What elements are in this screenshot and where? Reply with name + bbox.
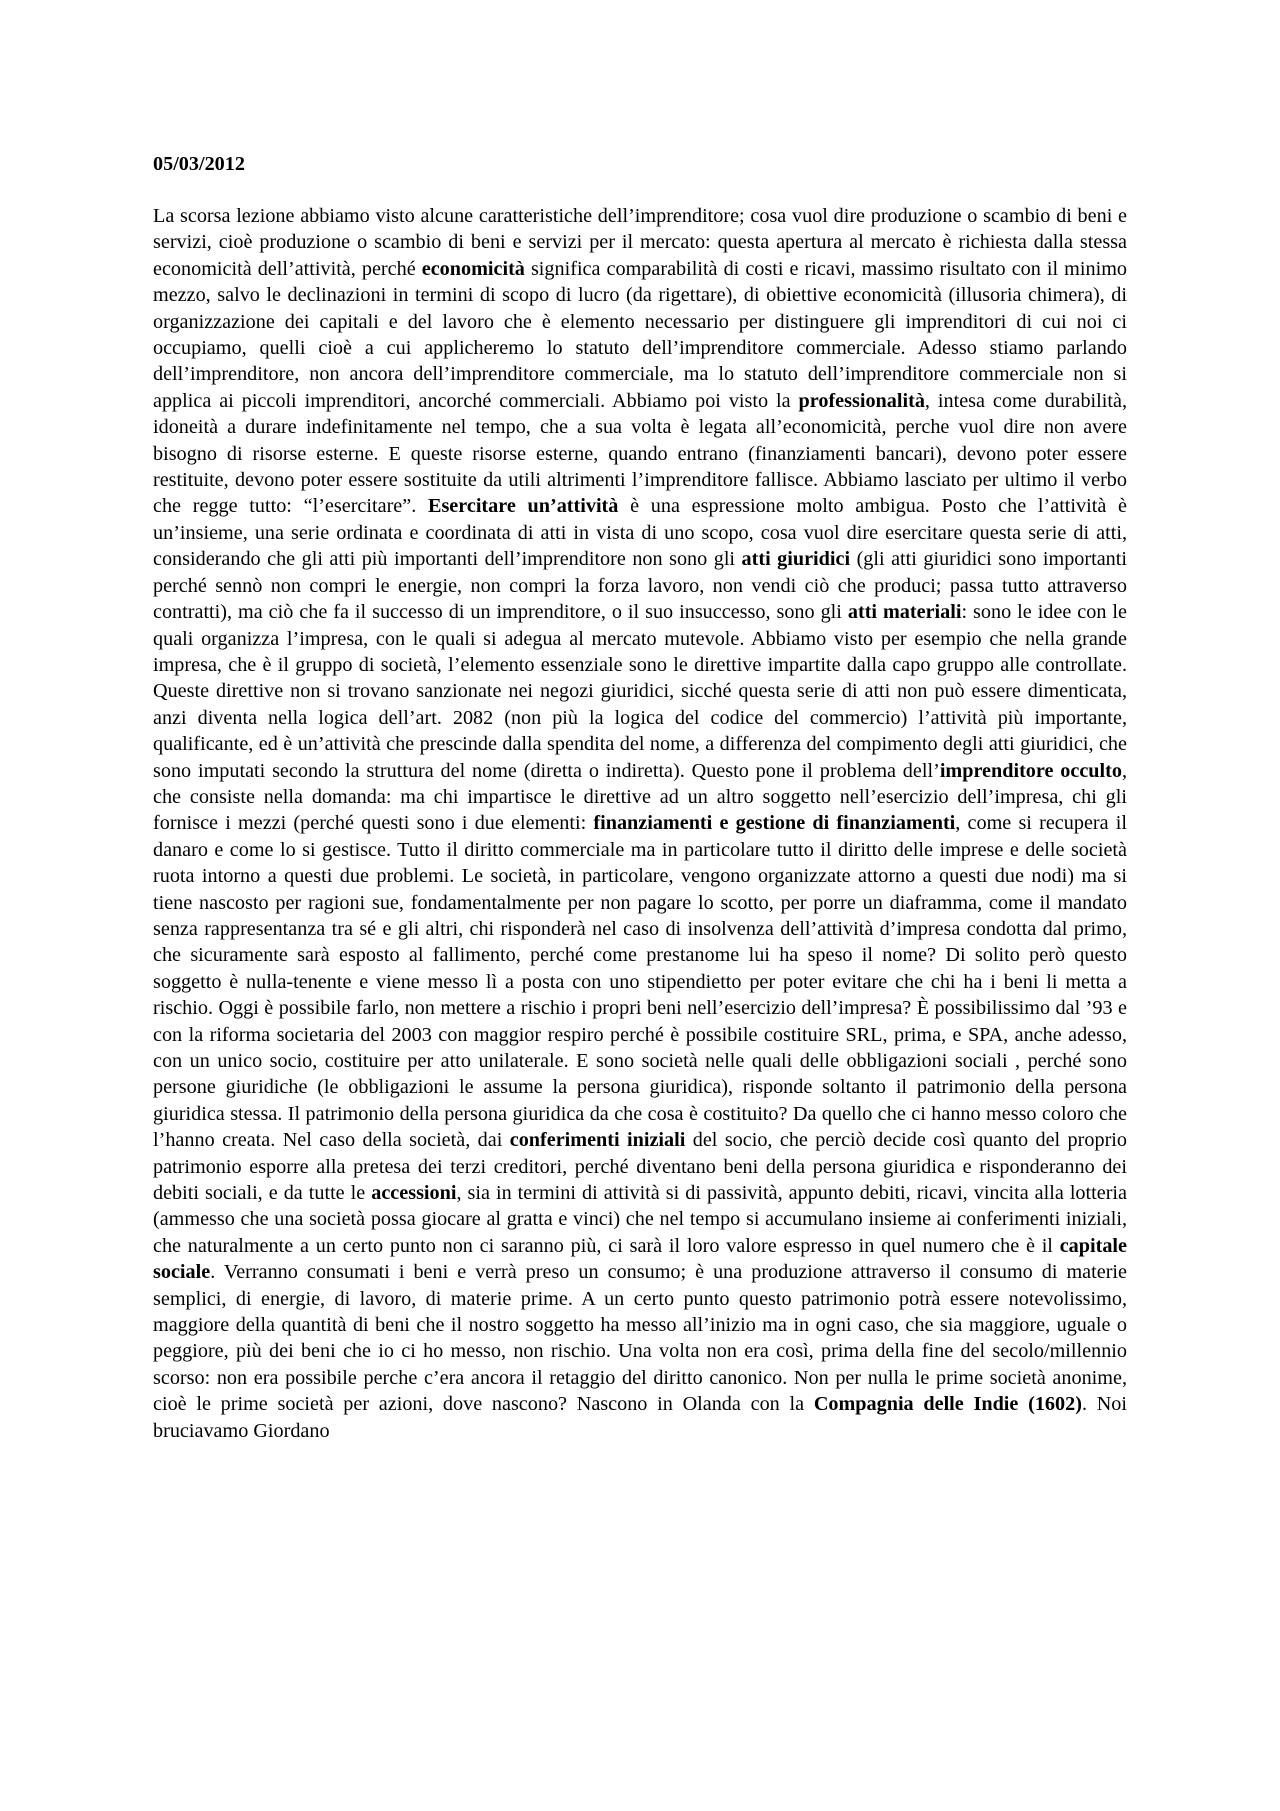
- bold-term-capitale-sociale: capitale sociale: [153, 1234, 1127, 1284]
- bold-term-atti-giuridici: atti giuridici: [741, 548, 851, 571]
- bold-term-professionalita: professionalità: [798, 389, 925, 412]
- document-date: 05/03/2012: [153, 153, 245, 175]
- bold-term-imprenditore-occulto: imprenditore occulto: [939, 759, 1122, 782]
- bold-term-atti-materiali: atti materiali: [847, 601, 962, 624]
- body-paragraph: [153, 203, 1127, 1444]
- bold-term-accessioni: accessioni: [371, 1182, 457, 1205]
- text-run: è una espressione molto ambigua. Posto che l’attività è un’insieme, una serie ordinata e coordinata di atti in vista di uno scopo, cosa vuol dire esercitare questa serie di atti, considerando che gli atti più importanti dell’imprenditore non sono gli: [153, 495, 1127, 571]
- text-run: , che consiste nella domanda: ma chi impartisce le direttive ad un altro soggetto nell’esercizio dell’impresa, chi gli fornisce i mezzi (perché questi sono i due elementi:: [153, 759, 1127, 835]
- document-page: [153, 151, 1127, 1444]
- text-run: , come si recupera il danaro e come lo si gestisce. Tutto il diritto commerciale ma in particolare tutto il diritto delle imprese e delle società ruota intorno a questi due problemi. Le società, in particolare, vengono organizzate attorno a questi due nodi) ma si tiene nascosto per ragioni sue, fondamentalmente per non pagare lo scotto, per porre un diaframma, come il mandato senza rappresentanza tra sé e gli altri, chi risponderà nel caso di insolvenza dell’attività d’impresa condotta dal primo, che sicuramente sarà esposto al fallimento, perché come prestanome lui ha speso il nome? Di solito però questo soggetto è nulla-tenente e viene messo lì a posta con uno stipendietto per poter evitare che chi ha i beni li metta a rischio. Oggi è possibile farlo, non mettere a rischio i propri beni nell’esercizio dell’impresa? È possibilissimo dal ’93 e con la riforma societaria del 2003 con maggior respiro perché è possibile costituire SRL, prima, e SPA, anche adesso, con un unico socio, costituire per atto unilaterale. E sono società nelle quali delle obbligazioni sociali , perché sono persone giuridiche (le obbligazioni le assume la persona giuridica), risponde soltanto il patrimonio della persona giuridica stessa. Il patrimonio della persona giuridica da che cosa è costituito? Da quello che ci hanno messo coloro che l’hanno creata. Nel caso della società, dai: [153, 812, 1128, 1152]
- text-run: La scorsa lezione abbiamo visto alcune caratteristiche dell’imprenditore; cosa vuol dire produzione o scambio di beni e servizi, cioè produzione o scambio di beni e servizi per il mercato: questa apertura al mercato è richiesta dalla stessa economicità dell’attività, perché: [153, 205, 1127, 280]
- text-run: del socio, che perciò decide così quanto del proprio patrimonio esporre alla pretesa dei terzi creditori, perché diventano beni della persona giuridica e risponderanno dei debiti sociali, e da tutte le: [153, 1129, 1127, 1205]
- bold-term-economicita: economicità: [421, 257, 525, 280]
- text-run: . Verranno consumati i beni e verrà preso un consumo; è una produzione attraverso il consumo di materie semplici, di energie, di lavoro, di materie prime. A un certo punto questo patrimonio potrà essere notevolissimo, maggiore della quantità di beni che il nostro soggetto ha messo all’inizio ma in ogni caso, che sia maggiore, uguale o peggiore, più dei beni che io ci ho messo, non rischio. Una volta non era così, prima della fine del secolo/millennio scorso: non era possibile perche c’era ancora il retaggio del diritto canonico. Non per nulla le prime società anonime, cioè le prime società per azioni, dove nascono? Nascono in Olanda con la: [153, 1261, 1127, 1416]
- text-run: , sia in termini di attività si di passività, appunto debiti, ricavi, vincita alla lotteria (ammesso che una società possa giocare al gratta e vinci) che nel tempo si accumulano insieme ai conferimenti iniziali, che naturalmente a un certo punto non ci saranno più, ci sarà il loro valore espresso in quel numero che è il: [153, 1182, 1127, 1257]
- bold-term-compagnia-delle-indie: Compagnia delle Indie (1602): [813, 1393, 1082, 1416]
- text-run: , intesa come durabilità, idoneità a durare indefinitamente nel tempo, che a sua volta è legata all’economicità, perche vuol dire non avere bisogno di risorse esterne. E queste risorse esterne, quando entrano (finanziamenti bancari), devono poter essere restituite, devono poter essere sostituite da utili altrimenti l’imprenditore fallisce. Abbiamo lasciato per ultimo il verbo che regge tutto: “l’esercitare”.: [153, 389, 1127, 518]
- text-run: : sono le idee con le quali organizza l’impresa, con le quali si adegua al mercato mutevole. Abbiamo visto per esempio che nella grande impresa, che è il gruppo di società, l’elemento essenziale sono le direttive impartite dalla capo gruppo alle controllate. Queste direttive non si trovano sanzionate nei negozi giuridici, sicché questa serie di atti non può essere dimenticata, anzi diventa nella logica dell’art. 2082 (non più la logica del codice del commercio) l’attività più importante, qualificante, ed è un’attività che prescinde dalla spendita del nome, a differenza del compimento degli atti giuridici, che sono imputati secondo la struttura del nome (diretta o indiretta). Questo pone il problema dell’: [153, 601, 1127, 782]
- text-run: significa comparabilità di costi e ricavi, massimo risultato con il minimo mezzo, salvo le declinazioni in termini di scopo di lucro (da rigettare), di obiettive economicità (illusoria chimera), di organizzazione dei capitali e del lavoro che è elemento necessario per distinguere gli imprenditori di cui noi ci occupiamo, quelli cioè a cui applicheremo lo statuto dell’imprenditore commerciale. Adesso stiamo parlando dell’imprenditore, non ancora dell’imprenditore commerciale, ma lo statuto dell’imprenditore commerciale non si applica ai piccoli imprenditori, ancorché commerciali. Abbiamo poi visto la: [153, 257, 1127, 412]
- text-run: . Noi bruciavamo Giordano: [153, 1393, 1128, 1442]
- bold-term-finanziamenti: finanziamenti e gestione di finanziamenti: [593, 812, 956, 835]
- text-run: (gli atti giuridici sono importanti perché sennò non compri le energie, non compri la forza lavoro, non vendi ciò che produci; passa tutto attraverso contratti), ma ciò che fa il successo di un imprenditore, o il suo insuccesso, sono gli: [153, 548, 1127, 624]
- bold-term-esercitare: Esercitare un’attività: [427, 495, 619, 518]
- bold-term-conferimenti-iniziali: conferimenti iniziali: [509, 1129, 686, 1152]
